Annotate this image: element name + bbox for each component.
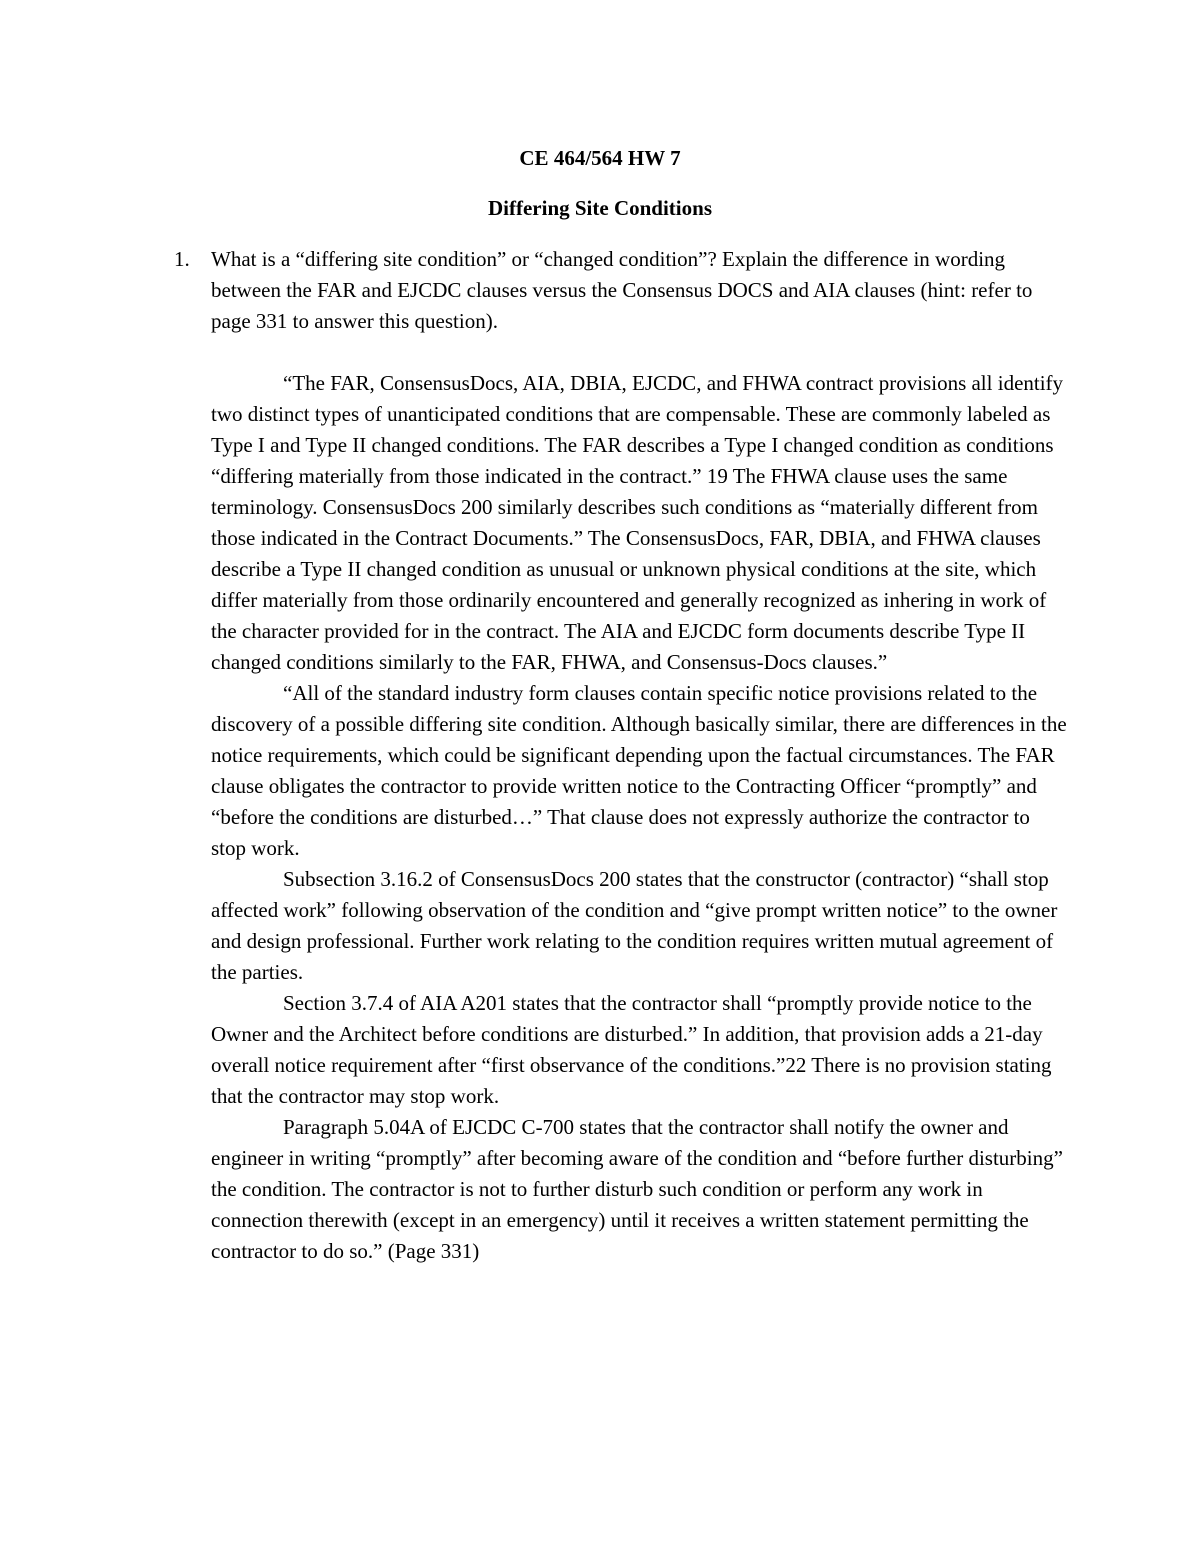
answer-paragraph: “All of the standard industry form clauses contain specific notice provisions related to the discovery of a possible differing site condition. Although basically similar, there are differences in the notice requirements, which could be significant depending upon the factual circumstances. The FAR clause obligates the contractor to provide written notice to the Contracting Officer “promptly” and “before the conditions are disturbed…” That clause does not expressly authorize the contractor to stop work.: [211, 681, 1067, 860]
answer-paragraph: Paragraph 5.04A of EJCDC C-700 states that the contractor shall notify the owner and engineer in writing “promptly” after becoming aware of the condition and “before further disturbing” the condition. The contractor is not to further disturb such condition or perform any work in connection therewith (except in an emergency) until it receives a written statement permitting the contractor to do so.” (Page 331): [211, 1115, 1063, 1263]
question-item: [174, 244, 1054, 337]
document-subtitle: Differing Site Conditions: [487, 196, 712, 220]
answer-block: [211, 368, 1067, 1267]
answer-paragraph: “The FAR, ConsensusDocs, AIA, DBIA, EJCDC, and FHWA contract provisions all identify two distinct types of unanticipated conditions that are compensable. These are commonly labeled as Type I and Type II changed conditions. The FAR describes a Type I changed condition as conditions “differing materially from those indicated in the contract.” 19 The FHWA clause uses the same terminology. ConsensusDocs 200 similarly describes such conditions as “materially different from those indicated in the Contract Documents.” The ConsensusDocs, FAR, DBIA, and FHWA clauses describe a Type II changed condition as unusual or unknown physical conditions at the site, which differ materially from those ordinarily encountered and generally recognized as inhering in work of the character provided for in the contract. The AIA and EJCDC form documents describe Type II changed conditions similarly to the FAR, FHWA, and Consensus-Docs clauses.”: [211, 371, 1064, 674]
answer-paragraph: Subsection 3.16.2 of ConsensusDocs 200 states that the constructor (contractor) “shall stop affected work” following observation of the condition and “give prompt written notice” to the owner and design professional. Further work relating to the condition requires written mutual agreement of the parties.: [211, 867, 1058, 984]
answer-paragraph: Section 3.7.4 of AIA A201 states that the contractor shall “promptly provide notice to the Owner and the Architect before conditions are disturbed.” In addition, that provision adds a 21-day overall notice requirement after “first observance of the conditions.”22 There is no provision stating that the contractor may stop work.: [211, 991, 1052, 1108]
document-title: CE 464/564 HW 7: [519, 146, 681, 170]
question-text: What is a “differing site condition” or “changed condition”? Explain the difference in wording between the FAR and EJCDC clauses versus the Consensus DOCS and AIA clauses (hint: refer to page 331 to answer this question).: [211, 247, 1033, 333]
question-number: 1.: [174, 247, 190, 271]
